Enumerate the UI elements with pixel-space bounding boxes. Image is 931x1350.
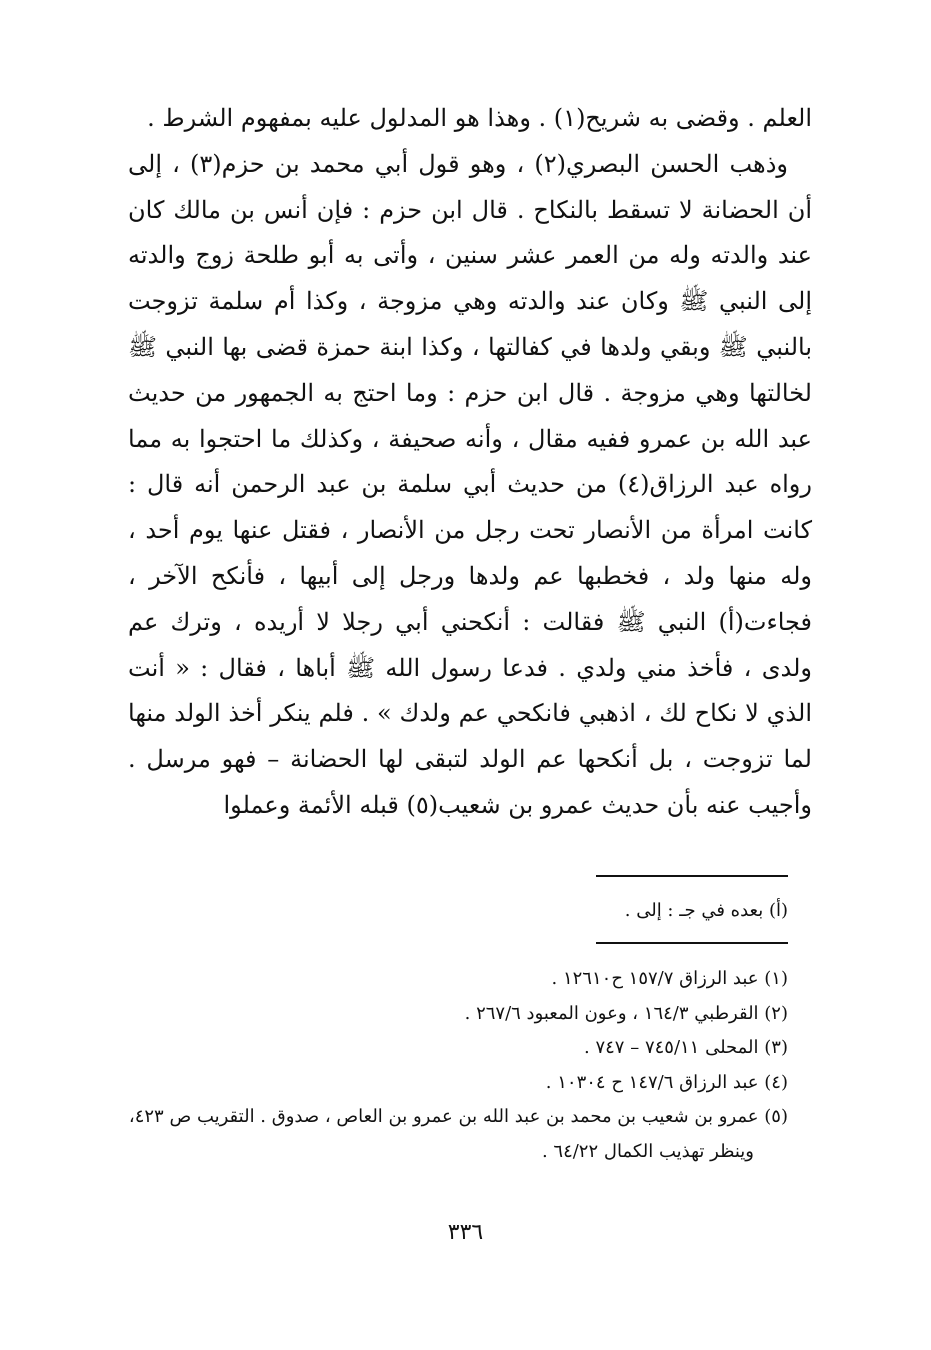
- paragraph-2: وذهب الحسن البصري(٢) ، وهو قول أبي محمد بن حزم(٣) ، إلى أن الحضانة لا تسقط بالنكاح . قال ابن حزم : فإن أنس بن مالك كان عند والدته وله من العمر عشر سنين ، وأتى به أبو طلحة زوج والدته إلى النبي ﷺ وكان عند والدته وهي مزوجة ، وكذا أم سلمة تزوجت بالنبي ﷺ وبقي ولدها في كفالتها ، وكذا ابنة حمزة قضى بها النبي ﷺ لخالتها وهي مزوجة . قال ابن حزم : وما احتج به الجمهور من حديث عبد الله بن عمرو ففيه مقال ، وأنه صحيفة ، وكذلك ما احتجوا به مما رواه عبد الرزاق(٤) من حديث أبي سلمة بن عبد الرحمن أنه قال : كانت امرأة من الأنصار تحت رجل من الأنصار ، فقتل عنها يوم أحد ، وله منها ولد ، فخطبها عم ولدها ورجل إلى أبيها ، فأنكح الآخر ، فجاءت(أ) النبي ﷺ فقالت : أنكحني أبي رجلا لا أريده ، وترك عم ولدى ، فأخذ مني ولدي . فدعا رسول الله ﷺ أباها ، فقال : « أنت الذي لا نكاح لك ، اذهبي فانكحي عم ولدك » . فلم ينكر أخذ الولد منها لما تزوجت ، بل أنكحها عم الولد لتبقى لها الحضانة – فهو مرسل . وأجيب عنه بأن حديث عمرو بن شعيب(٥) قبله الأئمة وعملوا: [128, 149, 812, 819]
- footnote-divider-top: [596, 875, 788, 877]
- footnote-3: (٣) المحلى ٧٤٥/١١ – ٧٤٧ .: [584, 1037, 788, 1058]
- variant-note: (أ) بعده في جـ : إلى .: [624, 900, 788, 921]
- footnote-4: (٤) عبد الرزاق ١٤٧/٦ ح ١٠٣٠٤ .: [545, 1071, 788, 1093]
- footnotes: [128, 962, 788, 1169]
- footnote-5-continuation: وينظر تهذيب الكمال ٦٤/٢٢ .: [541, 1140, 754, 1162]
- main-text: [128, 96, 812, 829]
- page-number: ٣٣٦: [447, 1220, 484, 1245]
- footnote-1: (١) عبد الرزاق ١٥٧/٧ ح١٢٦١٠ .: [551, 968, 788, 989]
- paragraph-1: العلم . وقضى به شريح(١) . وهذا هو المدلول عليه بمفهوم الشرط .: [147, 104, 812, 132]
- footnote-divider-bottom: [596, 942, 788, 944]
- footnote-5: (٥) عمرو بن شعيب بن محمد بن عبد الله بن عمرو بن العاص ، صدوق . التقريب ص ٤٢٣،: [128, 1106, 788, 1127]
- footnote-2: (٢) القرطبي ١٦٤/٣ ، وعون المعبود ٢٦٧/٦ .: [464, 1002, 788, 1024]
